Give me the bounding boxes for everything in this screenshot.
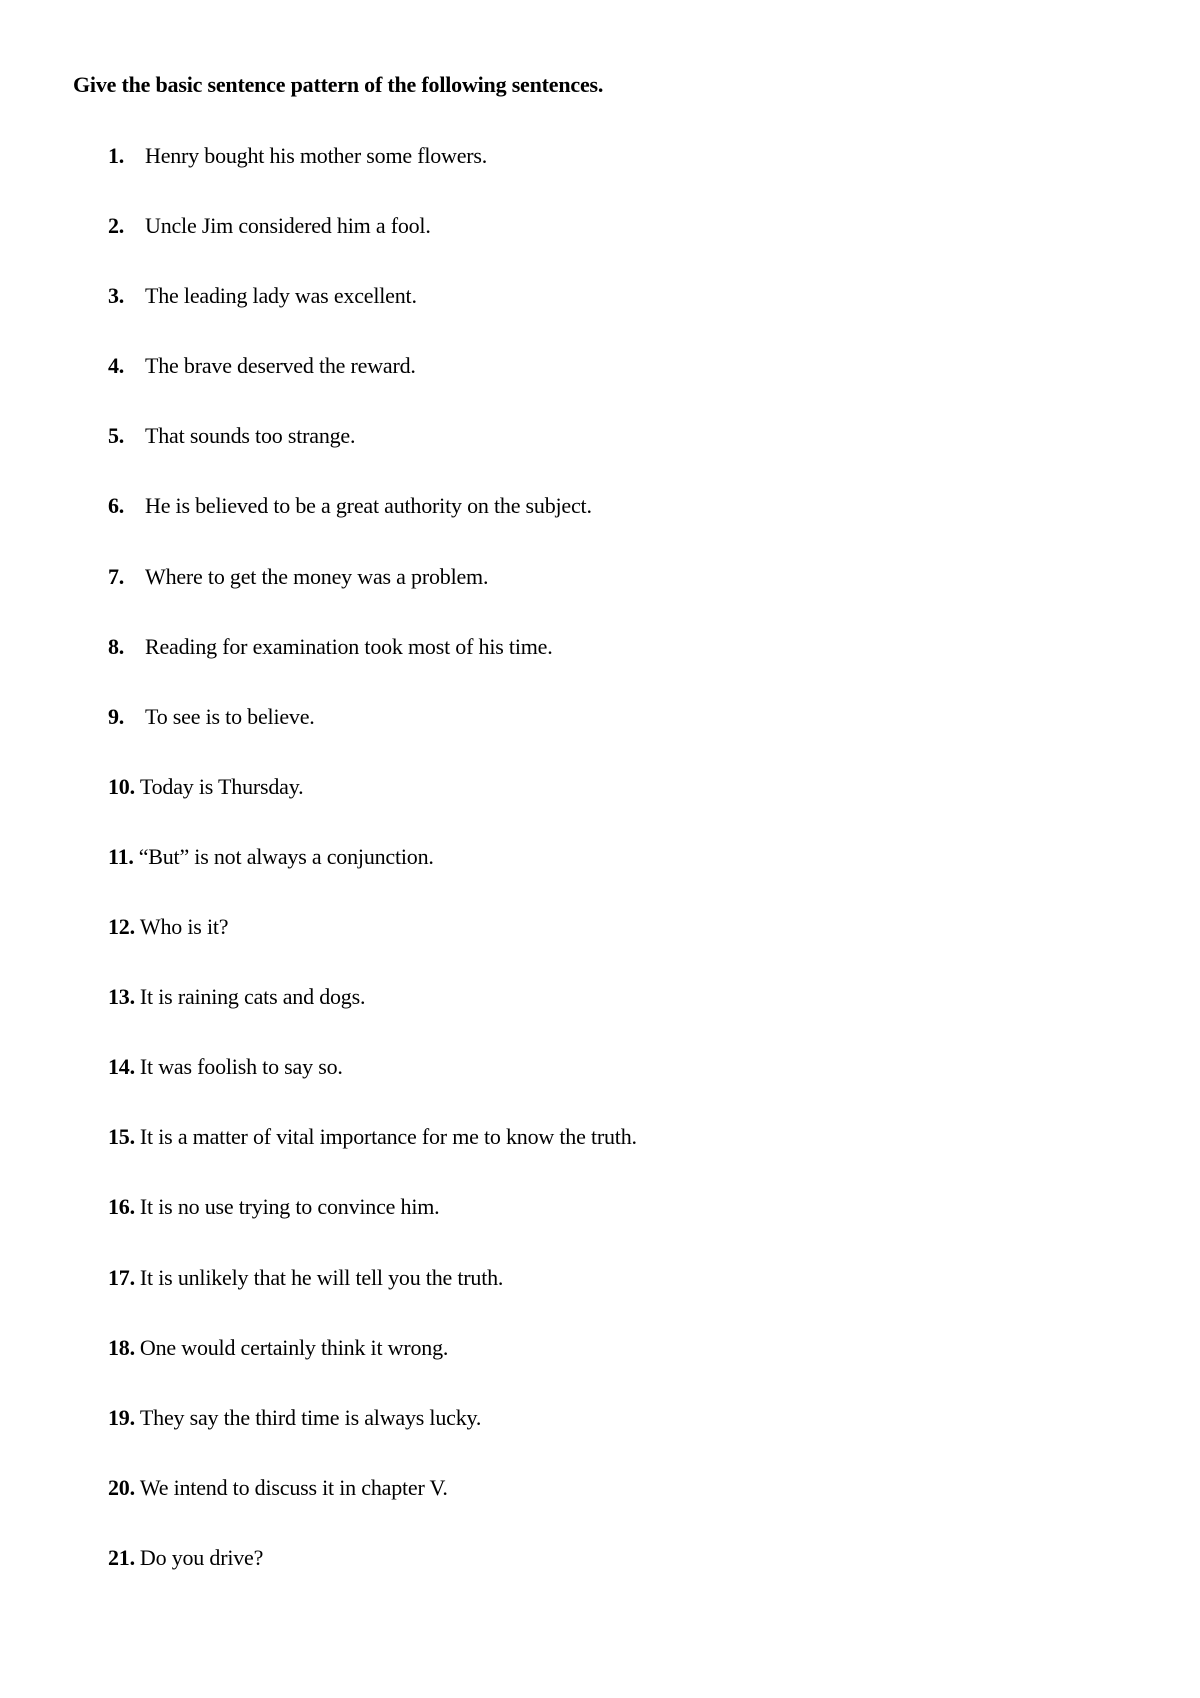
question-number: 5. — [108, 423, 125, 449]
question-item-15 — [108, 1122, 637, 1192]
question-text: Reading for examination took most of his time. — [145, 633, 553, 659]
question-text: It is no use trying to convince him. — [139, 1194, 440, 1220]
question-number: 12. — [108, 914, 135, 940]
question-number: 11. — [108, 843, 134, 869]
question-item-10 — [108, 772, 637, 842]
question-number: 19. — [108, 1404, 135, 1430]
question-number: 17. — [108, 1264, 135, 1290]
question-item-1 — [108, 141, 637, 211]
question-number: 8. — [108, 633, 125, 659]
question-number: 3. — [108, 283, 125, 309]
question-item-11 — [108, 842, 637, 912]
question-text: Who is it? — [139, 914, 229, 940]
question-number: 13. — [108, 984, 135, 1010]
question-text: Today is Thursday. — [139, 773, 304, 799]
question-item-7 — [108, 562, 637, 632]
question-number: 21. — [108, 1544, 135, 1570]
question-item-19 — [108, 1403, 637, 1473]
question-number: 7. — [108, 563, 125, 589]
question-text: It is unlikely that he will tell you the truth. — [139, 1264, 504, 1290]
question-text: That sounds too strange. — [145, 423, 356, 449]
question-item-2 — [108, 211, 637, 281]
question-number: 1. — [108, 143, 125, 168]
question-number: 16. — [108, 1194, 135, 1220]
question-text: We intend to discuss it in chapter V. — [139, 1474, 448, 1500]
question-item-6 — [108, 491, 637, 561]
question-text: Do you drive? — [139, 1544, 264, 1570]
question-item-12 — [108, 912, 637, 982]
question-text: One would certainly think it wrong. — [139, 1334, 449, 1360]
question-item-8 — [108, 632, 637, 702]
question-text: It was foolish to say so. — [139, 1054, 343, 1080]
question-number: 4. — [108, 353, 125, 379]
question-text: Where to get the money was a problem. — [145, 563, 489, 589]
question-text: To see is to believe. — [145, 703, 315, 729]
question-item-9 — [108, 702, 637, 772]
question-text: It is a matter of vital importance for me to know the truth. — [139, 1124, 637, 1150]
question-item-3 — [108, 281, 637, 351]
question-number: 18. — [108, 1334, 135, 1360]
question-item-20 — [108, 1473, 637, 1543]
question-text: He is believed to be a great authority on the subject. — [145, 493, 592, 519]
question-list — [108, 141, 637, 1613]
question-item-5 — [108, 421, 637, 491]
question-text: The brave deserved the reward. — [145, 353, 416, 379]
question-text: It is raining cats and dogs. — [139, 984, 366, 1010]
question-item-17 — [108, 1263, 637, 1333]
question-number: 2. — [108, 213, 125, 239]
question-number: 6. — [108, 493, 125, 519]
question-item-16 — [108, 1192, 637, 1262]
question-number: 20. — [108, 1474, 135, 1500]
question-number: 10. — [108, 773, 135, 799]
question-item-4 — [108, 351, 637, 421]
question-number: 9. — [108, 703, 125, 729]
question-number: 15. — [108, 1124, 135, 1150]
question-text: They say the third time is always lucky. — [139, 1404, 482, 1430]
question-item-21 — [108, 1543, 637, 1613]
question-text: The leading lady was excellent. — [145, 283, 417, 309]
question-item-18 — [108, 1333, 637, 1403]
question-item-13 — [108, 982, 637, 1052]
question-text: Uncle Jim considered him a fool. — [145, 213, 431, 239]
question-item-14 — [108, 1052, 637, 1122]
question-number: 14. — [108, 1054, 135, 1080]
question-text: “But” is not always a conjunction. — [138, 843, 434, 869]
instruction-heading: Give the basic sentence pattern of the following sentences. — [73, 72, 604, 97]
question-text: Henry bought his mother some flowers. — [145, 143, 488, 168]
